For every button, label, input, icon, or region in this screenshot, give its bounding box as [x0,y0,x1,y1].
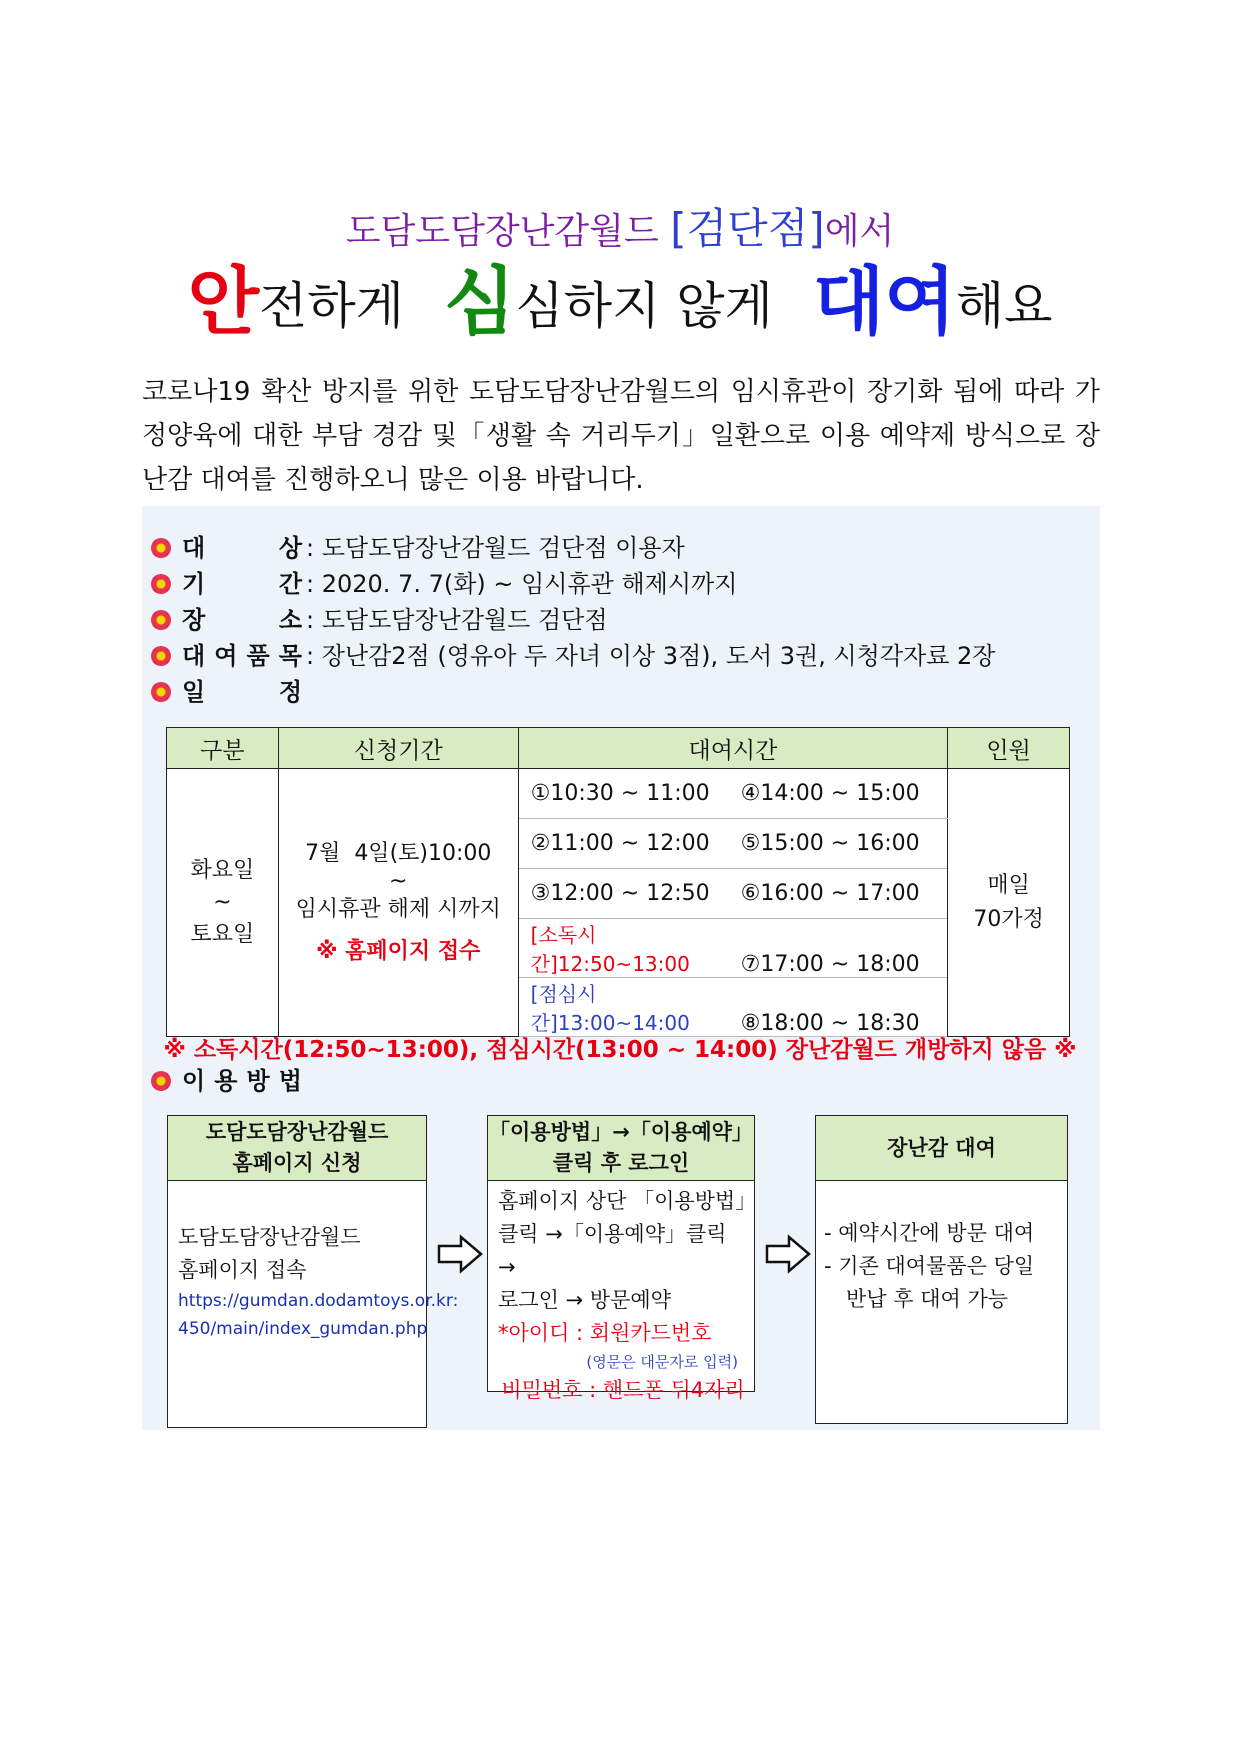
table-header: 인원 [948,728,1070,769]
title-suffix: 에서 [824,211,895,252]
step-2-header: 「이용방법」→「이용예약」 클릭 후 로그인 [488,1116,754,1181]
info-items-value: : 장난감2점 (영유아 두 자녀 이상 3점), 도서 3권, 시청각자료 2장 [306,642,996,670]
time-slot-row: ①10:30 ~ 11:00 ④14:00 ~ 15:00 [518,769,948,819]
title-word-3-rest: 해요 [955,277,1053,335]
step-3-header: 장난감 대여 [816,1116,1067,1181]
info-period-value: : 2020. 7. 7(화) ~ 임시휴관 해제시까지 [306,570,738,598]
usage-heading [150,1064,306,1098]
time-slot-row: ③12:00 ~ 12:50 ⑥16:00 ~ 17:00 [518,869,948,919]
info-period-label: 기 간 [182,570,302,598]
info-items-label: 대 여 품 목 [182,642,302,670]
info-items [150,639,995,673]
title-org: 도담도담장난감월드 [345,211,671,252]
table-header: 구분 [167,728,279,769]
password-instruction: 비밀번호 : 핸드폰 뒤4자리 [501,1378,745,1402]
time-slot-row: [점심시간]13:00~14:00 ⑧18:00 ~ 18:30 [518,978,948,1037]
info-schedule-label: 일 정 [182,678,302,706]
apply-period-cell: 7월 4일(토)10:00 ~ 임시휴관 해제 시까지 ※ 홈페이지 접수 [278,769,518,1037]
homepage-link[interactable]: https://gumdan.dodamtoys.or.kr: 450/main/index_gumdan.php [178,1291,459,1339]
id-note: (영문은 대문자로 입력) [586,1353,738,1371]
info-target [150,531,685,565]
intro-paragraph [142,370,1100,502]
closure-warning: ※ 소독시간(12:50~13:00), 점심시간(13:00 ~ 14:00) 장난감월드 개방하지 않음 ※ [163,1037,1077,1063]
title-word-2-initial: 심 [443,259,516,345]
title-word-1-initial: 안 [187,259,260,345]
intro-text: 코로나19 확산 방지를 위한 도담도담장난감월드의 임시휴관이 장기화 됨에 따라 가정양육에 대한 부담 경감 및「생활 속 거리두기」일환으로 이용 예약제 방식으로 장난감 대여를 진행하오니 많은 이용 바랍니다. [142,377,1100,495]
info-target-label: 대 상 [182,534,302,562]
info-place [150,603,608,637]
days-cell: 화요일 ~ 토요일 [167,769,279,1037]
info-place-value: : 도담도담장난감월드 검단점 [306,606,608,634]
step-2-box [487,1115,757,1402]
step-1-box [167,1115,459,1428]
info-schedule [150,675,306,709]
usage-label: 이 용 방 법 [182,1067,302,1095]
capacity-cell: 매일 70가정 [948,769,1070,1037]
table-header: 신청기간 [278,728,518,769]
page-subtitle [0,206,1240,255]
flower-icon [150,537,172,559]
title-word-3-initial: 대여 [812,259,956,345]
flower-icon [150,1070,172,1092]
time-slot-row: ②11:00 ~ 12:00 ⑤15:00 ~ 16:00 [518,819,948,869]
table-header: 대여시간 [518,728,948,769]
flower-icon [150,681,172,703]
id-instruction: *아이디 : 회원카드번호 [498,1321,712,1345]
schedule-table [166,727,1070,1037]
step-3-box [815,1115,1068,1424]
time-slot-row: [소독시간]12:50~13:00 ⑦17:00 ~ 18:00 [518,919,948,978]
title-word-1-rest: 전하게 [259,277,404,335]
flower-icon [150,573,172,595]
step-2-body: 홈페이지 상단 「이용방법」 클릭 →「이용예약」클릭 → 로그인 → 방문예약 *아이디 : 회원카드번호 (영문은 대문자로 입력) 비밀번호 : 핸드폰 뒤4자리 [488,1181,754,1391]
apply-note: ※ 홈페이지 접수 [316,938,481,964]
arrow-right-icon [437,1234,483,1274]
arrow-right-icon [765,1234,811,1274]
flower-icon [150,609,172,631]
step-1-header: 도담도담장난감월드 홈페이지 신청 [168,1116,426,1181]
title-branch: [검단점] [670,204,825,253]
info-target-value: : 도담도담장난감월드 검단점 이용자 [306,534,685,562]
step-3-body: - 예약시간에 방문 대여 - 기존 대여물품은 당일 반납 후 대여 가능 [824,1221,1035,1311]
flower-icon [150,645,172,667]
info-place-label: 장 소 [182,606,302,634]
title-word-2-rest: 심하지 않게 [515,277,773,335]
step-1-body: 도담도담장난감월드 홈페이지 접속 https://gumdan.dodamtoys.or.kr: 450/main/index_gumdan.php [168,1181,426,1427]
info-period [150,567,737,601]
page-title [0,259,1240,345]
